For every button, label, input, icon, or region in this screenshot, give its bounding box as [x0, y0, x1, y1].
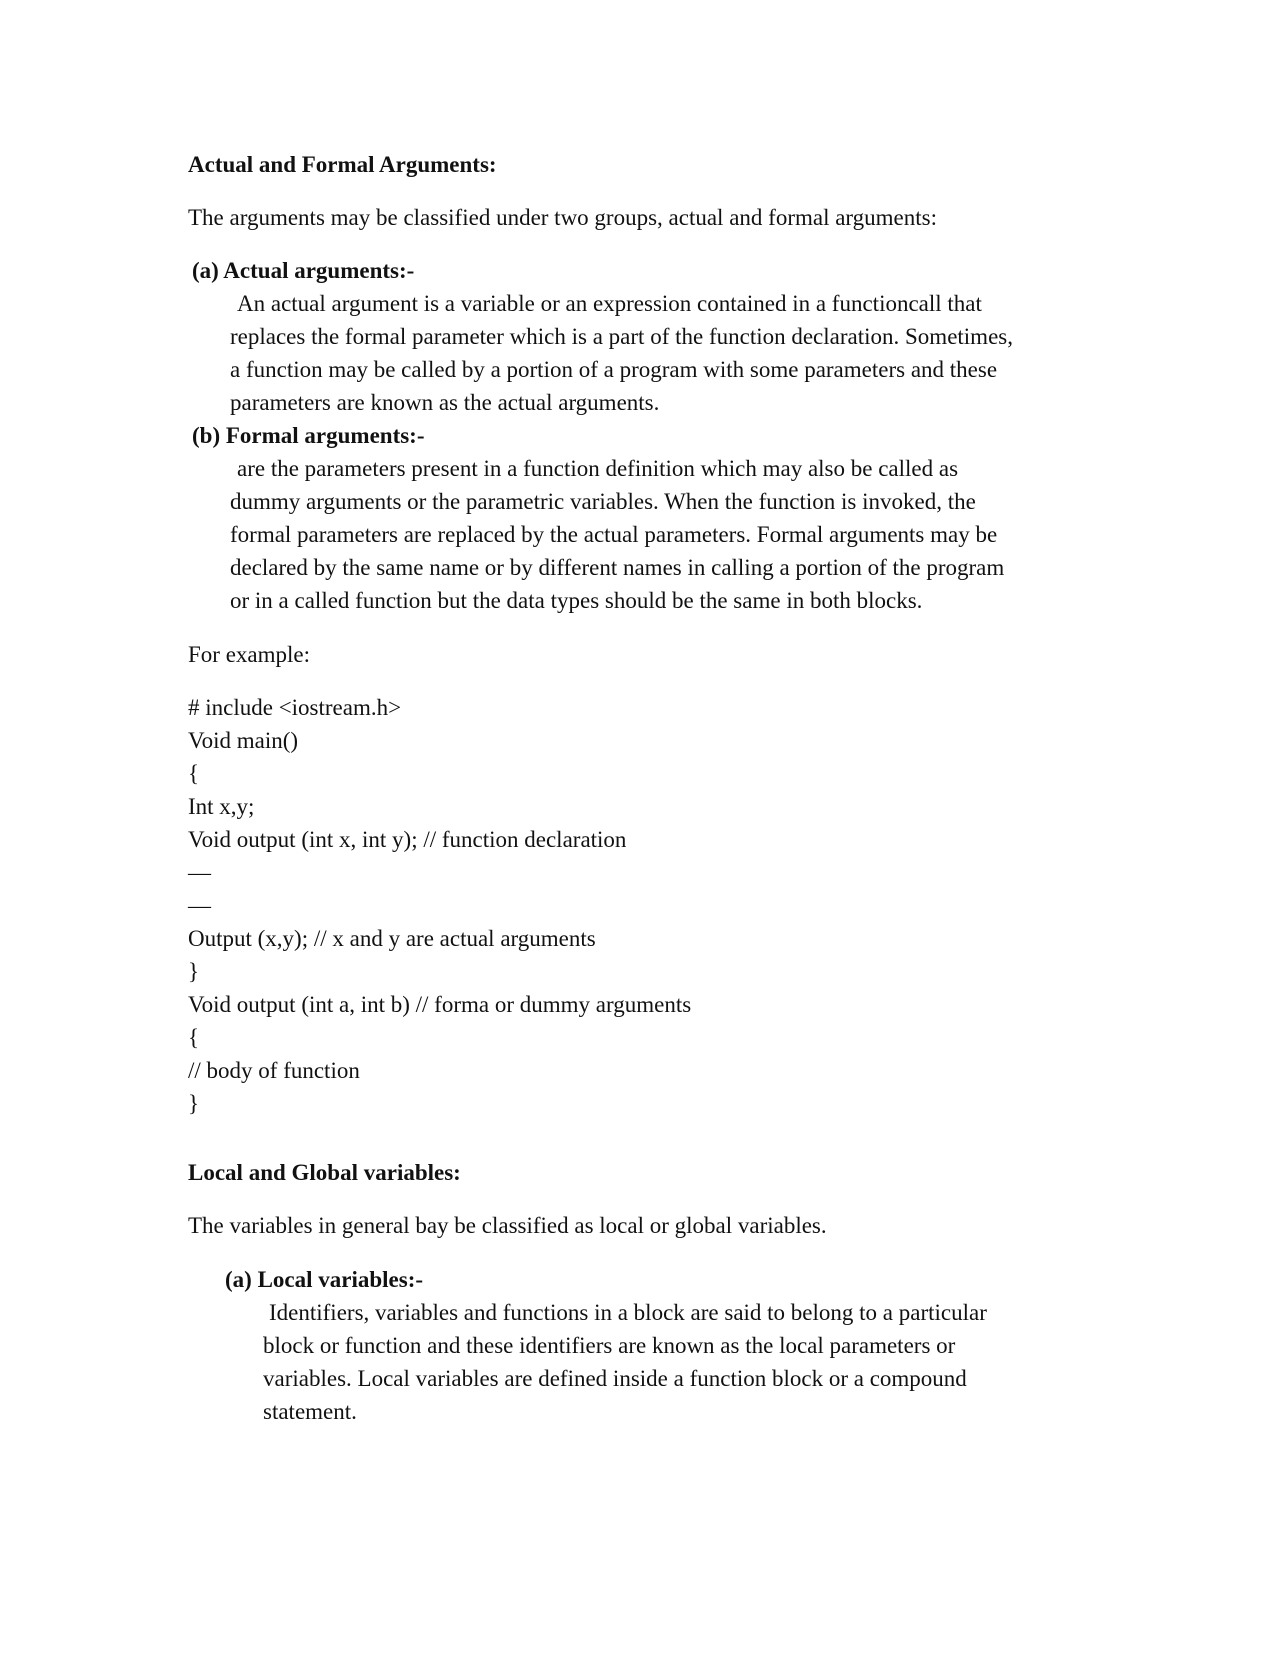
code-line: —: [188, 893, 211, 918]
code-line: }: [188, 959, 200, 984]
paragraph-line: declared by the same name or by different names in calling a portion of the program: [230, 555, 1005, 580]
section-heading-local-global-variables: Local and Global variables:: [188, 1160, 461, 1185]
code-line: Int x,y;: [188, 794, 255, 819]
paragraph-line: An actual argument is a variable or an expression contained in a functioncall that: [237, 291, 982, 316]
paragraph-line: statement.: [263, 1399, 357, 1424]
paragraph-line: are the parameters present in a function definition which may also be called as: [237, 456, 959, 481]
paragraph-line: or in a called function but the data types should be the same in both blocks.: [230, 588, 923, 613]
code-line: Void output (int x, int y); // function declaration: [188, 827, 627, 852]
section-intro-arguments: The arguments may be classified under two groups, actual and formal arguments:: [188, 205, 937, 230]
code-line: Void main(): [188, 728, 299, 753]
code-line: Void output (int a, int b) // forma or dummy arguments: [188, 992, 692, 1017]
example-label: For example:: [188, 642, 310, 667]
paragraph-line: block or function and these identifiers are known as the local parameters or: [263, 1333, 956, 1358]
paragraph-line: replaces the formal parameter which is a part of the function declaration. Sometimes,: [230, 324, 1013, 349]
code-line: {: [188, 761, 200, 786]
code-line: # include <iostream.h>: [188, 695, 402, 720]
paragraph-line: dummy arguments or the parametric variables. When the function is invoked, the: [230, 489, 976, 514]
item-label-local-variables: (a) Local variables:-: [225, 1267, 424, 1292]
code-line: // body of function: [188, 1058, 360, 1083]
code-line: —: [188, 860, 211, 885]
paragraph-line: formal parameters are replaced by the actual parameters. Formal arguments may be: [230, 522, 998, 547]
item-label-actual-arguments: (a) Actual arguments:-: [192, 258, 415, 283]
code-line: Output (x,y); // x and y are actual arguments: [188, 926, 596, 951]
section-heading-actual-formal-arguments: Actual and Formal Arguments:: [188, 152, 497, 177]
paragraph-line: parameters are known as the actual arguments.: [230, 390, 660, 415]
item-label-formal-arguments: (b) Formal arguments:-: [192, 423, 425, 448]
paragraph-line: Identifiers, variables and functions in a block are said to belong to a particular: [269, 1300, 987, 1325]
code-line: }: [188, 1091, 200, 1116]
section-intro-variables: The variables in general bay be classified as local or global variables.: [188, 1213, 827, 1238]
paragraph-line: variables. Local variables are defined inside a function block or a compound: [263, 1366, 967, 1391]
code-line: {: [188, 1025, 200, 1050]
paragraph-line: a function may be called by a portion of a program with some parameters and these: [230, 357, 998, 382]
